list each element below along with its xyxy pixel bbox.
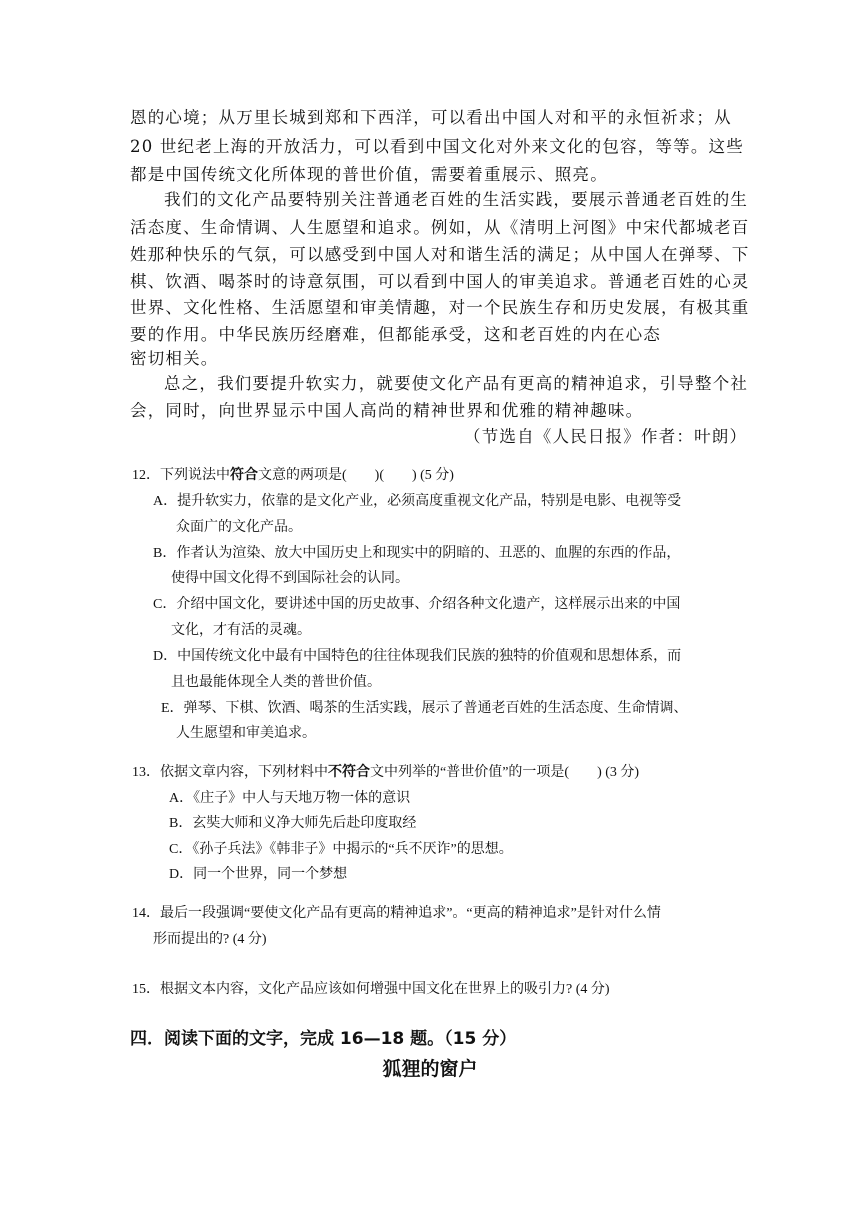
story-title: 狐狸的窗户 [382, 1058, 478, 1080]
q12-option-c-line1: C．介绍中国文化，要讲述中国的历史故事、介绍各种文化遗产，这样展示出来的中国 [153, 597, 681, 612]
q12-stem-post: 文意的两项是( )( ) (5 分) [258, 468, 454, 483]
q13-stem-pre: 13．依据文章内容，下列材料中 [132, 765, 328, 780]
q12-option-a-line1: A．提升软实力，依靠的是文化产业，必须高度重视文化产品，特别是电影、电视等受 [153, 494, 682, 509]
q12-option-b-line2: 使得中国文化得不到国际社会的认同。 [171, 571, 409, 586]
q13-option-a: A．《庄子》中人与天地万物一体的意识 [169, 791, 411, 806]
essay-p2-line2: 活态度、生命情调、人生愿望和追求。例如，从《清明上河图》中宋代都城老百 [130, 218, 750, 237]
q13-stem-emphasis: 不符合 [328, 765, 370, 780]
essay-p2-line7: 密切相关。 [130, 349, 219, 368]
essay-p2-line6: 要的作用。中华民族历经磨难，但都能承受，这和老百姓的内在心态 [130, 325, 661, 344]
q12-stem [132, 464, 454, 484]
q12-option-d-line1: D．中国传统文化中最有中国特色的往往体现我们民族的独特的价值观和思想体系，而 [153, 649, 682, 664]
q13-stem [132, 761, 639, 781]
q13-option-c: C．《孙子兵法》《韩非子》中揭示的“兵不厌诈”的思想。 [169, 842, 513, 857]
essay-p3-line2: 会，同时，向世界显示中国人高尚的精神世界和优雅的精神趣味。 [130, 401, 644, 420]
q12-option-d-line2: 且也最能体现全人类的普世价值。 [171, 675, 381, 690]
essay-p2-line1: 我们的文化产品要特别关注普通老百姓的生活实践，要展示普通老百姓的生 [164, 190, 749, 209]
q12-stem-pre: 12．下列说法中 [132, 468, 230, 483]
essay-p2-line5: 世界、文化性格、生活愿望和审美情趣，对一个民族生存和历史发展，有极其重 [130, 298, 750, 317]
q13-option-b: B．玄奘大师和义净大师先后赴印度取经 [169, 816, 417, 831]
q13-option-d: D．同一个世界，同一个梦想 [169, 867, 348, 882]
essay-source: （节选自《人民日报》作者：叶朗） [464, 427, 748, 446]
q14-line2: 形而提出的? (4 分) [153, 932, 267, 947]
essay-p1-line3: 都是中国传统文化所体现的普世价值，需要着重展示、照亮。 [130, 165, 608, 184]
essay-p2-line3: 姓那种快乐的气氛，可以感受到中国人对和谐生活的满足；从中国人在弹琴、下 [130, 245, 750, 264]
q15-line1: 15．根据文本内容，文化产品应该如何增强中国文化在世界上的吸引力? (4 分) [132, 982, 610, 997]
q12-option-c-line2: 文化，才有活的灵魂。 [171, 623, 311, 638]
q13-stem-post: 文中列举的“普世价值”的一项是( ) (3 分) [370, 765, 640, 780]
q12-option-a-line2: 众面广的文化产品。 [176, 520, 302, 535]
section4-heading: 四．阅读下面的文字，完成 16—18 题。（15 分） [130, 1029, 517, 1049]
essay-p1-line1: 恩的心境；从万里长城到郑和下西洋，可以看出中国人对和平的永恒祈求；从 [130, 108, 732, 127]
essay-p1-line2: 20 世纪老上海的开放活力，可以看到中国文化对外来文化的包容，等等。这些 [130, 137, 744, 156]
q12-option-b-line1: B．作者认为渲染、放大中国历史上和现实中的阴暗的、丑恶的、血腥的东西的作品， [153, 546, 681, 561]
q12-stem-emphasis: 符合 [230, 468, 258, 483]
q14-line1: 14．最后一段强调“要使文化产品有更高的精神追求”。“更高的精神追求”是针对什么情 [132, 906, 661, 921]
essay-p3-line1: 总之，我们要提升软实力，就要使文化产品有更高的精神追求，引导整个社 [164, 374, 749, 393]
essay-p2-line4: 棋、饮酒、喝茶时的诗意氛围，可以看到中国人的审美追求。普通老百姓的心灵 [130, 272, 750, 291]
q12-option-e-line1: E．弹琴、下棋、饮酒、喝茶的生活实践，展示了普通老百姓的生活态度、生命情调、 [161, 701, 688, 716]
q12-option-e-line2: 人生愿望和审美追求。 [176, 726, 316, 741]
